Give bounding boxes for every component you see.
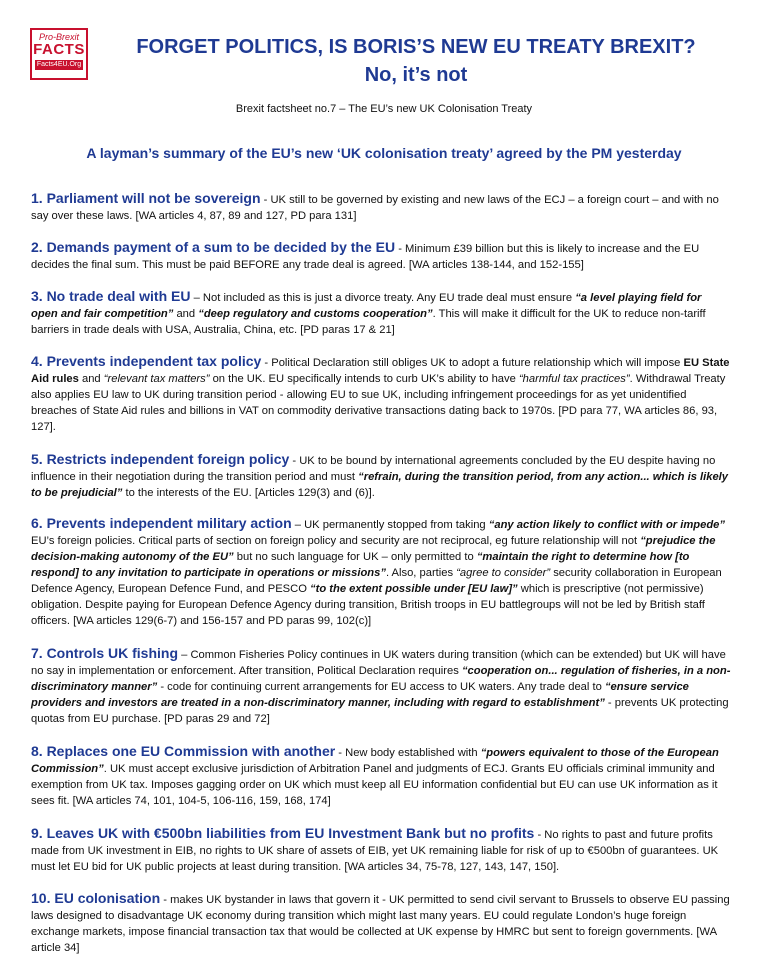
quote-italic: “harmful tax practices”	[518, 373, 630, 385]
quote-emphasis: “maintain the right to determine how [to respond] to any invitation to participate in operations or missions”	[31, 551, 690, 579]
section-text: - UK still to be governed by existing and new laws of the ECJ – a foreign court – and with no say over these laws. [WA articles 4, 87, 89 and 127, PD para 131]	[31, 194, 719, 222]
section-text: - makes UK bystander in laws that govern it - UK permitted to send civil servant to Brussels to observe EU passing laws designed to disadvantage UK economy during transition which might last many years. EU could regulate London’s huge foreign exchange markets, impose financial transaction tax that would be collected at UK expense by HMRC but sent to foreign governments. [WA article 34]	[31, 894, 730, 954]
section-text: but no such language for UK – only permitted to	[233, 551, 477, 563]
section-heading: 5. Restricts independent foreign policy	[31, 451, 290, 467]
section-text: . This will make it difficult for the UK to reduce non-tariff barriers in trade deals with USA, Australia, China, etc. [PD paras 17 & 21]	[31, 308, 706, 336]
section-4	[31, 353, 731, 435]
quote-emphasis: “refrain, during the transition period, from any action... which is likely to be prejudicial”	[31, 471, 729, 499]
facts4eu-logo	[30, 28, 88, 80]
quote-emphasis: “ensure service providers and investors are treated in a non-discriminatory manner, including with regard to establishment”	[31, 681, 689, 709]
section-6	[31, 515, 731, 629]
section-text: - Minimum £39 billion but this is likely to increase and the EU decides the final sum. This must be paid BEFORE any trade deal is agreed. [WA articles 138-144, and 152-155]	[31, 243, 700, 271]
section-5	[31, 451, 731, 501]
quote-italic: “agree to consider”	[456, 567, 551, 579]
section-text: - code for continuing current arrangements for EU access to UK waters. Any trade deal to	[157, 681, 605, 693]
section-text: - Political Declaration still obliges UK to adopt a future relationship which will impose	[261, 357, 684, 369]
section-text: which is prescriptive (not permissive) obligation. Despite paying for European Defence Agency during transition, British troops in EU battlegroups will not be led by British staff officers. [WA articles 129(6-7) and 156-157 and PD paras 99, 102(c)]	[31, 583, 705, 627]
bold-term: EU State Aid rules	[31, 357, 730, 385]
section-text: EU’s foreign policies. Critical parts of section on foreign policy and security are not reciprocal, eg future relationship will not	[31, 535, 641, 547]
section-8	[31, 743, 731, 809]
section-text: security collaboration in European Defence Agency, European Defence Fund, and PESCO	[31, 567, 722, 595]
section-text: – Not included as this is just a divorce treaty. Any EU trade deal must ensure	[190, 292, 576, 304]
section-heading: 6. Prevents independent military action	[31, 515, 292, 531]
section-heading: 4. Prevents independent tax policy	[31, 353, 262, 369]
quote-emphasis: “to the extent possible under [EU law]”	[310, 583, 518, 595]
summary-heading: A layman’s summary of the EU’s new ‘UK colonisation treaty’ agreed by the PM yesterday	[86, 145, 682, 161]
factsheet-label: Brexit factsheet no.7 – The EU’s new UK Colonisation Treaty	[235, 103, 533, 115]
section-heading: 2. Demands payment of a sum to be decided by the EU	[31, 239, 396, 255]
section-heading: 7. Controls UK fishing	[31, 645, 178, 661]
quote-italic: “relevant tax matters”	[103, 373, 210, 385]
section-text: – Common Fisheries Policy continues in UK waters during transition (which can be extended) but UK will have no say in implementation or enforcement. After transition, Political Declaration requires	[31, 649, 726, 677]
section-text: - prevents UK protecting quotas from EU purchase. [PD paras 29 and 72]	[31, 697, 729, 725]
section-heading: 9. Leaves UK with €500bn liabilities from EU Investment Bank but no profits	[31, 825, 535, 841]
logo-url: Facts4EU.Org	[36, 61, 82, 68]
section-10	[31, 890, 731, 956]
section-3	[31, 288, 731, 338]
quote-emphasis: “deep regulatory and customs cooperation”	[198, 308, 433, 320]
section-text: . Withdrawal Treaty also applies EU law to UK during transition period - allowing EU to sue UK, including infringement proceedings for as yet unidentified breaches of State Aid rules and billions in VAT on commodity derivative transactions dating back to 1970s. [PD para 77, WA articles 86, 93, 127].	[31, 373, 726, 433]
section-heading: 1. Parliament will not be sovereign	[31, 190, 261, 206]
quote-emphasis: “cooperation on... regulation of fisheries, in a non-discriminatory manner”	[31, 665, 731, 693]
section-text: – UK permanently stopped from taking	[291, 519, 489, 531]
section-heading: 10. EU colonisation	[31, 890, 161, 906]
section-text: - No rights to past and future profits made from UK investment in EIB, no rights to UK share of assets of EIB, yet UK remaining liable for risk of up to €500bn of guarantees. UK must let EU bid for UK public projects at least during transition. [WA articles 34, 75-78, 127, 143, 147, 150].	[31, 829, 719, 873]
section-text: and	[78, 373, 104, 385]
section-text: . Also, parties	[385, 567, 457, 579]
quote-emphasis: “powers equivalent to those of the European Commission”	[31, 747, 719, 775]
section-text: and	[173, 308, 199, 320]
section-text: - New body established with	[335, 747, 481, 759]
section-text: to the interests of the EU. [Articles 129(3) and (6)].	[122, 487, 375, 499]
quote-emphasis: “prejudice the decision-making autonomy of the EU”	[31, 535, 716, 563]
section-text: . UK must accept exclusive jurisdiction of Arbitration Panel and judgments of ECJ. Grants EU officials criminal immunity and exemption from UK tax. Imposes gagging order on UK which must keep all EU information confidential but EU can use UK information as it sees fit. [WA articles 74, 101, 104-5, 106-116, 159, 168, 174]	[31, 763, 718, 807]
section-1	[31, 190, 731, 224]
section-heading: 8. Replaces one EU Commission with another	[31, 743, 336, 759]
logo-wordmark: FACTS	[33, 41, 85, 58]
section-7	[31, 645, 731, 727]
section-9	[31, 825, 731, 875]
section-text: - UK to be bound by international agreements concluded by the EU despite having no influence in their negotiation during the transition period and must	[31, 455, 716, 483]
quote-emphasis: “a level playing field for open and fair competition”	[31, 292, 702, 320]
page-subtitle: No, it’s not	[364, 64, 468, 86]
page-title: FORGET POLITICS, IS BORIS’S NEW EU TREATY BREXIT?	[136, 36, 696, 58]
section-heading: 3. No trade deal with EU	[31, 288, 191, 304]
section-2	[31, 239, 731, 273]
logo-tagline: Pro-Brexit	[38, 32, 79, 42]
section-text: on the UK. EU specifically intends to curb UK’s ability to have	[209, 373, 519, 385]
quote-emphasis: “any action likely to conflict with or impede”	[488, 519, 726, 531]
